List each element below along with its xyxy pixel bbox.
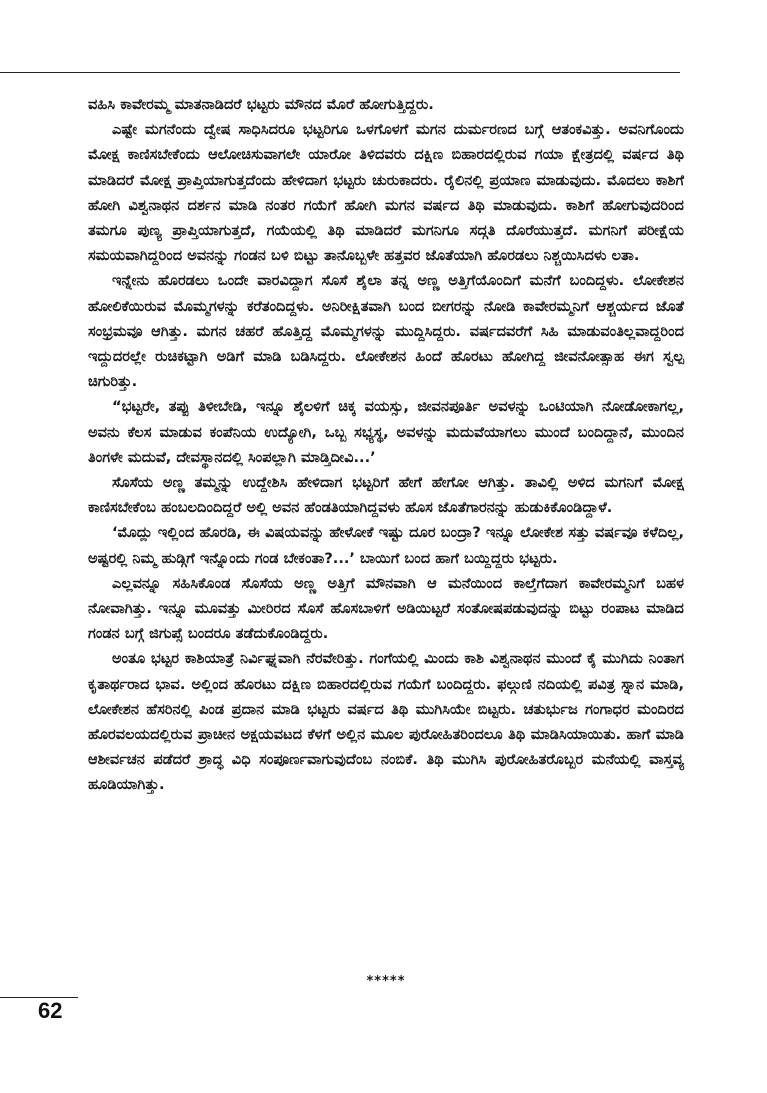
paragraph: ಎಷ್ಟೇ ಮಗನೆಂದು ದ್ವೇಷ ಸಾಧಿಸಿದರೂ ಭಟ್ಟರಿಗೂ ಒಳಗೊಳಗೆ ಮಗನ ದುರ್ಮರಣದ ಬಗ್ಗೆ ಆತಂಕವಿತ್ತು. ಅವನಿಗೊಂದು ಮೋಕ್ಷ ಕಾಣಿಸಬೇಕೆಂದು ಆಲೋಚಿಸುವಾಗಲೇ ಯಾರೋ ತಿಳಿದವರು ದಕ್ಷಿಣ ಬಿಹಾರದಲ್ಲಿರುವ ಗಯಾ ಕ್ಷೇತ್ರದಲ್ಲಿ ವರ್ಷದ ತಿಥಿ ಮಾಡಿದರೆ ಮೋಕ್ಷ ಪ್ರಾಪ್ತಿಯಾಗುತ್ತದೆಂದು ಹೇಳಿದಾಗ ಭಟ್ಟರು ಚುರುಕಾದರು. ರೈಲಿನಲ್ಲಿ ಪ್ರಯಾಣ ಮಾಡುವುದು. ಮೊದಲು ಕಾಶಿಗೆ ಹೋಗಿ ವಿಶ್ವನಾಥನ ದರ್ಶನ ಮಾಡಿ ನಂತರ ಗಯೆಗೆ ಹೋಗಿ ಮಗನ ವರ್ಷದ ತಿಥಿ ಮಾಡುವುದು. ಕಾಶಿಗೆ ಹೋಗುವುದರಿಂದ ತಮಗೂ ಪುಣ್ಯ ಪ್ರಾಪ್ತಿಯಾಗುತ್ತದೆ, ಗಯೆಯಲ್ಲಿ ತಿಥಿ ಮಾಡಿದರೆ ಮಗನಿಗೂ ಸದ್ಗತಿ ದೊರೆಯುತ್ತದೆ. ಮಗನಿಗೆ ಪರೀಕ್ಷೆಯ ಸಮಯವಾಗಿದ್ದರಿಂದ ಅವನನ್ನು ಗಂಡನ ಬಳಿ ಬಿಟ್ಟು ತಾನೊಬ್ಬಳೇ ಹತ್ತವರ ಜೊತೆಯಾಗಿ ಹೊರಡಲು ನಿಶ್ಚಯಿಸಿದಳು ಲತಾ. <box>88 121 684 265</box>
paragraph-continuation: ವಹಿಸಿ ಕಾವೇರಮ್ಮ ಮಾತನಾಡಿದರೆ ಭಟ್ಟರು ಮೌನದ ಮೊರೆ ಹೋಗುತ್ತಿದ್ದರು. <box>88 96 434 113</box>
paragraph-quote: ‘ಮೊದ್ಲು ಇಲ್ಲಿಂದ ಹೊರಡಿ, ಈ ವಿಷಯವನ್ನು ಹೇಳೋಕೆ ಇಷ್ಟು ದೂರ ಬಂದ್ರಾ? ಇನ್ನೂ ಲೋಕೇಶ ಸತ್ತು ವರ್ಷವೂ ಕಳೆದಿಲ್ಲ, ಅಷ್ಟರಲ್ಲಿ ನಿಮ್ಮ ಹುಡ್ಗಿಗೆ ಇನ್ನೊಂದು ಗಂಡ ಬೇಕಂತಾ?...’ ಬಾಯಿಗೆ ಬಂದ ಹಾಗೆ ಬಯ್ದಿದ್ದರು ಭಟ್ಟರು. <box>88 524 684 567</box>
body-text <box>88 92 684 798</box>
paragraph-quote: “ಭಟ್ಟರೇ, ತಪ್ಪು ತಿಳೀಬೇಡಿ, ಇನ್ನೂ ಶೈಲಳಿಗೆ ಚಿಕ್ಕ ವಯಸ್ಸು, ಜೀವನಪೂರ್ತಿ ಅವಳನ್ನು ಒಂಟಿಯಾಗಿ ನೋಡೋಕಾಗಲ್ಲ, ಅವನು ಕೆಲಸ ಮಾಡುವ ಕಂಪೆನಿಯ ಉದ್ಯೋಗಿ, ಒಬ್ಬ ಸಭ್ಯಸ್ಥ, ಅವಳನ್ನು ಮದುವೆಯಾಗಲು ಮುಂದೆ ಬಂದಿದ್ದಾನೆ, ಮುಂದಿನ ತಿಂಗಳೇ ಮದುವೆ, ದೇವಸ್ಥಾನದಲ್ಲಿ ಸಿಂಪಲ್ಲಾಗಿ ಮಾಡ್ತಿದೀವಿ...’ <box>88 398 684 466</box>
section-break: ***** <box>366 974 406 989</box>
top-rule <box>0 72 680 73</box>
paragraph: ಅಂತೂ ಭಟ್ಟರ ಕಾಶಿಯಾತ್ರೆ ನಿರ್ವಿಘ್ನವಾಗಿ ನೆರವೇರಿತ್ತು. ಗಂಗೆಯಲ್ಲಿ ಮಿಂದು ಕಾಶಿ ವಿಶ್ವನಾಥನ ಮುಂದೆ ಕೈ ಮುಗಿದು ನಿಂತಾಗ ಕೃತಾರ್ಥರಾದ ಭಾವ. ಅಲ್ಲಿಂದ ಹೊರಟು ದಕ್ಷಿಣ ಬಿಹಾರದಲ್ಲಿರುವ ಗಯೆಗೆ ಬಂದಿದ್ದರು. ಫಲ್ಗುಣಿ ನದಿಯಲ್ಲಿ ಪವಿತ್ರ ಸ್ನಾನ ಮಾಡಿ, ಲೋಕೇಶನ ಹೆಸರಿನಲ್ಲಿ ಪಿಂಡ ಪ್ರದಾನ ಮಾಡಿ ಭಟ್ಟರು ವರ್ಷದ ತಿಥಿ ಮುಗಿಸಿಯೇ ಬಿಟ್ಟರು. ಚತುರ್ಭುಜ ಗಂಗಾಧರ ಮಂದಿರದ ಹೊರವಲಯದಲ್ಲಿರುವ ಪ್ರಾಚೀನ ಅಕ್ಷಯವಟದ ಕೆಳಗೆ ಅಲ್ಲಿನ ಮೂಲ ಪುರೋಹಿತರಿಂದಲೂ ತಿಥಿ ಮಾಡಿಸಿಯಾಯಿತು. ಹಾಗೆ ಮಾಡಿ ಆಶೀರ್ವಚನ ಪಡೆದರೆ ಶ್ರಾದ್ಧ ವಿಧಿ ಸಂಪೂರ್ಣವಾಗುವುದೆಂಬ ನಂಬಿಕೆ. ತಿಥಿ ಮುಗಿಸಿ ಪುರೋಹಿತರೊಬ್ಬರ ಮನೆಯಲ್ಲಿ ವಾಸ್ತವ್ಯ ಹೂಡಿಯಾಗಿತ್ತು. <box>88 650 684 794</box>
page-number: 62 <box>38 998 63 1023</box>
paragraph: ಇನ್ನೇನು ಹೊರಡಲು ಒಂದೇ ವಾರವಿದ್ದಾಗ ಸೊಸೆ ಶೈಲಾ ತನ್ನ ಅಣ್ಣ ಅತ್ತಿಗೆಯೊಂದಿಗೆ ಮನೆಗೆ ಬಂದಿದ್ದಳು. ಲೋಕೇಶನ ಹೋಲಿಕೆಯಿರುವ ಮೊಮ್ಮಗಳನ್ನು ಕರೆತಂದಿದ್ದಳು. ಅನಿರೀಕ್ಷಿತವಾಗಿ ಬಂದ ಬೀಗರನ್ನು ನೋಡಿ ಕಾವೇರಮ್ಮನಿಗೆ ಆಶ್ಚರ್ಯದ ಜೊತೆ ಸಂಭ್ರಮವೂ ಆಗಿತ್ತು. ಮಗನ ಚಹರೆ ಹೊತ್ತಿದ್ದ ಮೊಮ್ಮಗಳನ್ನು ಮುದ್ದಿಸಿದ್ದರು. ವರ್ಷದವರೆಗೆ ಸಿಹಿ ಮಾಡುವಂತಿಲ್ಲವಾದ್ದರಿಂದ ಇದ್ದುದರಲ್ಲೇ ರುಚಿಕಟ್ಟಾಗಿ ಅಡಿಗೆ ಮಾಡಿ ಬಡಿಸಿದ್ದರು. ಲೋಕೇಶನ ಹಿಂದೆ ಹೊರಟು ಹೋಗಿದ್ದ ಜೀವನೋತ್ಸಾಹ ಈಗ ಸ್ವಲ್ಪ ಚಿಗುರಿತ್ತು. <box>88 272 684 391</box>
paragraph: ಎಲ್ಲವನ್ನೂ ಸಹಿಸಿಕೊಂಡ ಸೊಸೆಯ ಅಣ್ಣ ಅತ್ತಿಗೆ ಮೌನವಾಗಿ ಆ ಮನೆಯಿಂದ ಕಾಲ್ತೆಗೆದಾಗ ಕಾವೇರಮ್ಮನಿಗೆ ಬಹಳ ನೋವಾಗಿತ್ತು. ಇನ್ನೂ ಮೂವತ್ತು ಮೀರಿರದ ಸೊಸೆ ಹೊಸಬಾಳಿಗೆ ಅಡಿಯಿಟ್ಟರೆ ಸಂತೋಷಪಡುವುದನ್ನು ಬಿಟ್ಟು ರಂಪಾಟ ಮಾಡಿದ ಗಂಡನ ಬಗ್ಗೆ ಜಿಗುಪ್ಸೆ ಬಂದರೂ ತಡೆದುಕೊಂಡಿದ್ದರು. <box>88 574 684 643</box>
paragraph: ಸೊಸೆಯ ಅಣ್ಣ ತಮ್ಮನ್ನು ಉದ್ದೇಶಿಸಿ ಹೇಳಿದಾಗ ಭಟ್ಟರಿಗೆ ಹೇಗೆ ಹೇಗೋ ಆಗಿತ್ತು. ತಾವಿಲ್ಲಿ ಅಳಿದ ಮಗನಿಗೆ ಮೋಕ್ಷ ಕಾಣಿಸಬೇಕೆಂಬ ಹಂಬಲದಿಂದಿದ್ದರೆ ಅಲ್ಲಿ ಅವನ ಹೆಂಡತಿಯಾಗಿದ್ದವಳು ಹೊಸ ಜೊತೆಗಾರನನ್ನು ಹುಡುಕಿಕೊಂಡಿದ್ದಾಳೆ. <box>88 474 684 517</box>
